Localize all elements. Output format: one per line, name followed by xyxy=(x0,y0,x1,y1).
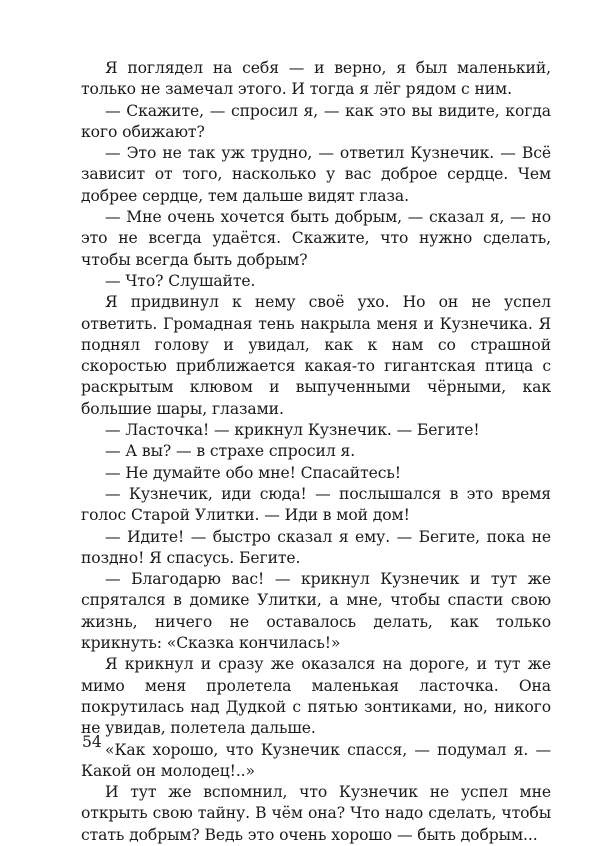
page-number: 54 xyxy=(82,733,102,751)
paragraph: — Не думайте обо мне! Спасайтесь! xyxy=(105,463,401,482)
paragraph: «Как хорошо, что Кузнечик спасся, — подумал я. — Какой он молодец!..» xyxy=(81,740,551,780)
body-text xyxy=(81,58,551,846)
paragraph: Я придвинул к нему своё ухо. Но он не успел ответить. Громадная тень накрыла меня и Кузнечика. Я поднял голову и увидал, как к нам со страшной скоростью приближается какая-то гигантская птица с раскрытым клювом и выпученными чёрными, как большие шары, глазами. xyxy=(81,293,551,418)
paragraph: — Что? Слушайте. xyxy=(105,271,256,290)
paragraph: — Мне очень хочется быть добрым, — сказал я, — но это не всегда удаётся. Скажите, что нужно сделать, чтобы всегда быть добрым? xyxy=(81,208,551,269)
paragraph: Я поглядел на себя — и верно, я был маленький, только не замечал этого. И тогда я лёг рядом с ним. xyxy=(81,59,551,99)
paragraph: Я крикнул и сразу же оказался на дороге, и тут же мимо меня пролетела маленькая ласточка. Она покрутилась над Дудкой с пятью зонтиками, но, никого не увидав, полетела дальше. xyxy=(81,655,551,738)
paragraph: И тут же вспомнил, что Кузнечик не успел мне открыть свою тайну. В чём она? Что надо сделать, чтобы стать добрым? Ведь это очень хорошо — быть добрым... xyxy=(81,783,551,844)
paragraph: — Благодарю вас! — крикнул Кузнечик и тут же спрятался в домике Улитки, а мне, чтобы спасти свою жизнь, ничего не оставалось делать, как только крикнуть: «Сказка кончилась!» xyxy=(81,570,551,653)
paragraph: — Скажите, — спросил я, — как это вы видите, когда кого обижают? xyxy=(81,101,551,141)
paragraph: — А вы? — в страхе спросил я. xyxy=(105,442,356,461)
paragraph: — Это не так уж трудно, — ответил Кузнечик. — Всё зависит от того, насколько у вас доброе сердце. Чем добрее сердце, тем дальше видят глаза. xyxy=(81,144,551,205)
paragraph: — Кузнечик, иди сюда! — послышался в это время голос Старой Улитки. — Иди в мой дом! xyxy=(81,484,551,525)
paragraph: — Идите! — быстро сказал я ему. — Бегите, пока не поздно! Я спасусь. Бегите. xyxy=(81,527,551,567)
paragraph: — Ласточка! — крикнул Кузнечик. — Бегите! xyxy=(105,421,480,440)
